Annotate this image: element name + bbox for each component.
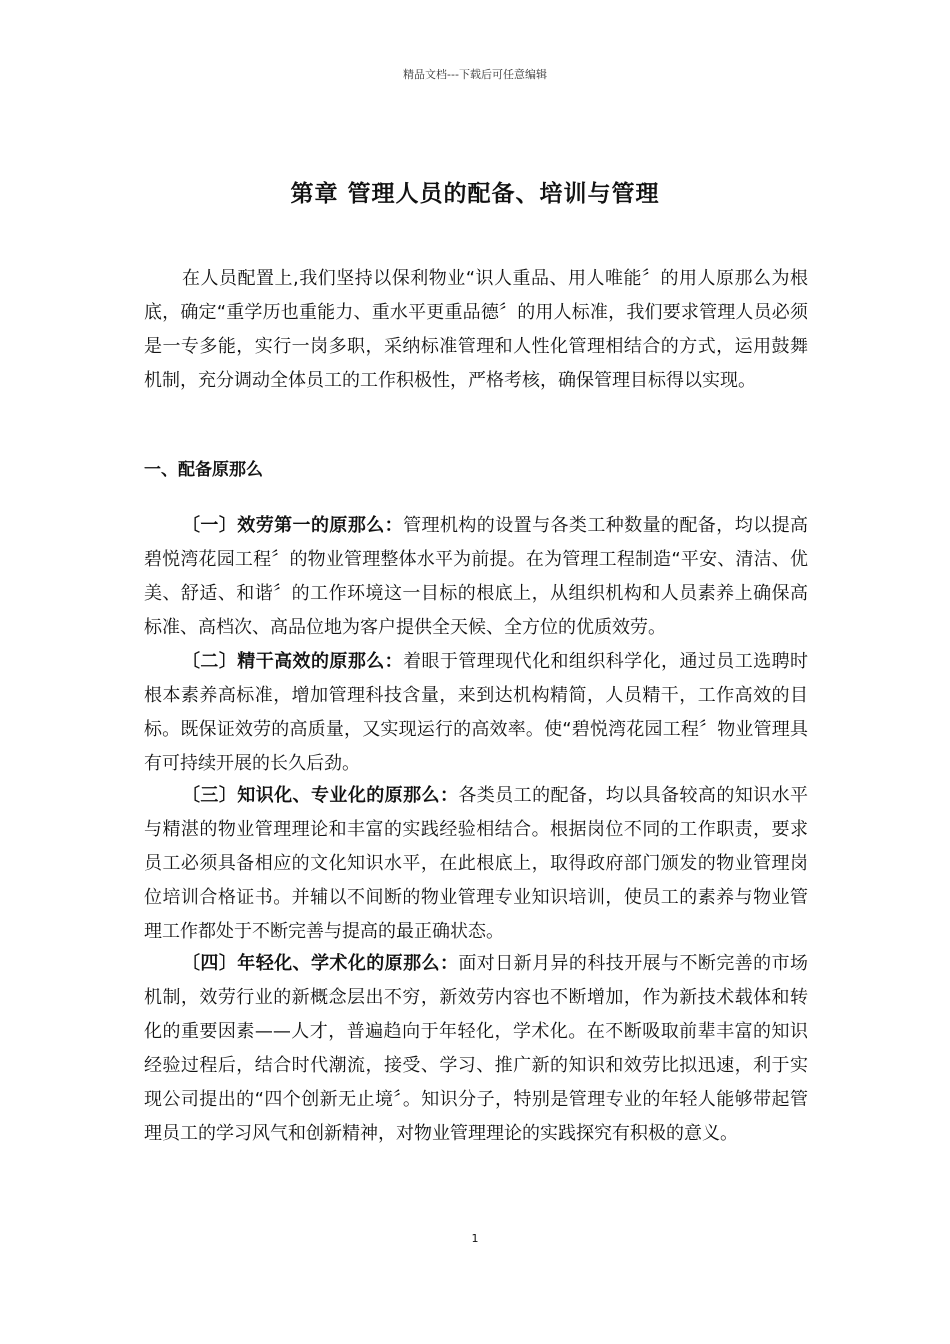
page-number: 1 bbox=[471, 1232, 479, 1245]
principle-paragraph-3 bbox=[144, 779, 808, 949]
principle-lead-2: 〔二〕精干高效的原那么： bbox=[182, 651, 404, 672]
intro-paragraph: 在人员配置上,我们坚持以保利物业“识人重品、用人唯能〞的用人原那么为根底，确定“重学历也重能力、重水平更重品德〞的用人标准，我们要求管理人员必须是一专多能，实行一岗多职，采纳标准管理和人性化管理相结合的方式，运用鼓舞机制，充分调动全体员工的工作积极性，严格考核，确保管理目标得以实现。 bbox=[144, 268, 808, 391]
principle-text-1: 管理机构的设置与各类工种数量的配备，均以提高碧悦湾花园工程〞的物业管理整体水平为前提。在为管理工程制造“平安、清洁、优美、舒适、和谐〞的工作环境这一目标的根底上，从组织机构和人员素养上确保高标准、高档次、高品位地为客户提供全天候、全方位的优质效劳。 bbox=[144, 515, 809, 638]
document-title: 第章 管理人员的配备、培训与管理 bbox=[290, 181, 660, 208]
principle-paragraph-4 bbox=[144, 947, 808, 1151]
section-heading: 一、配备原那么 bbox=[144, 460, 263, 480]
principle-lead-1: 〔一〕效劳第一的原那么： bbox=[182, 515, 404, 536]
principle-text-2: 着眼于管理现代化和组织科学化，通过员工选聘时根本素养高标准，增加管理科技含量，来到达机构精简，人员精干，工作高效的目标。既保证效劳的高质量，又实现运行的高效率。使“碧悦湾花园工程〞物业管理具有可持续开展的长久后劲。 bbox=[144, 651, 809, 774]
principle-text-3: 各类员工的配备，均以具备较高的知识水平与精湛的物业管理理论和丰富的实践经验相结合。根据岗位不同的工作职责，要求员工必须具备相应的文化知识水平，在此根底上，取得政府部门颁发的物业管理岗位培训合格证书。并辅以不间断的物业管理专业知识培训，使员工的素养与物业管理工作都处于不断完善与提高的最正确状态。 bbox=[144, 785, 809, 942]
principle-paragraph-1 bbox=[144, 509, 808, 645]
principle-text-4: 面对日新月异的科技开展与不断完善的市场机制，效劳行业的新概念层出不穷，新效劳内容也不断增加，作为新技术载体和转化的重要因素——人才，普遍趋向于年轻化，学术化。在不断吸取前辈丰富的知识经验过程后，结合时代潮流，接受、学习、推广新的知识和效劳比拟迅速，利于实现公司提出的“四个创新无止境〞。知识分子，特别是管理专业的年轻人能够带起管理员工的学习风气和创新精神，对物业管理理论的实践探究有积极的意义。 bbox=[144, 953, 809, 1144]
running-header: 精品文档---下载后可任意编辑 bbox=[403, 68, 547, 81]
principle-lead-4: 〔四〕年轻化、学术化的原那么： bbox=[182, 953, 459, 974]
principle-paragraph-2 bbox=[144, 645, 808, 781]
principle-lead-3: 〔三〕知识化、专业化的原那么： bbox=[182, 785, 459, 806]
